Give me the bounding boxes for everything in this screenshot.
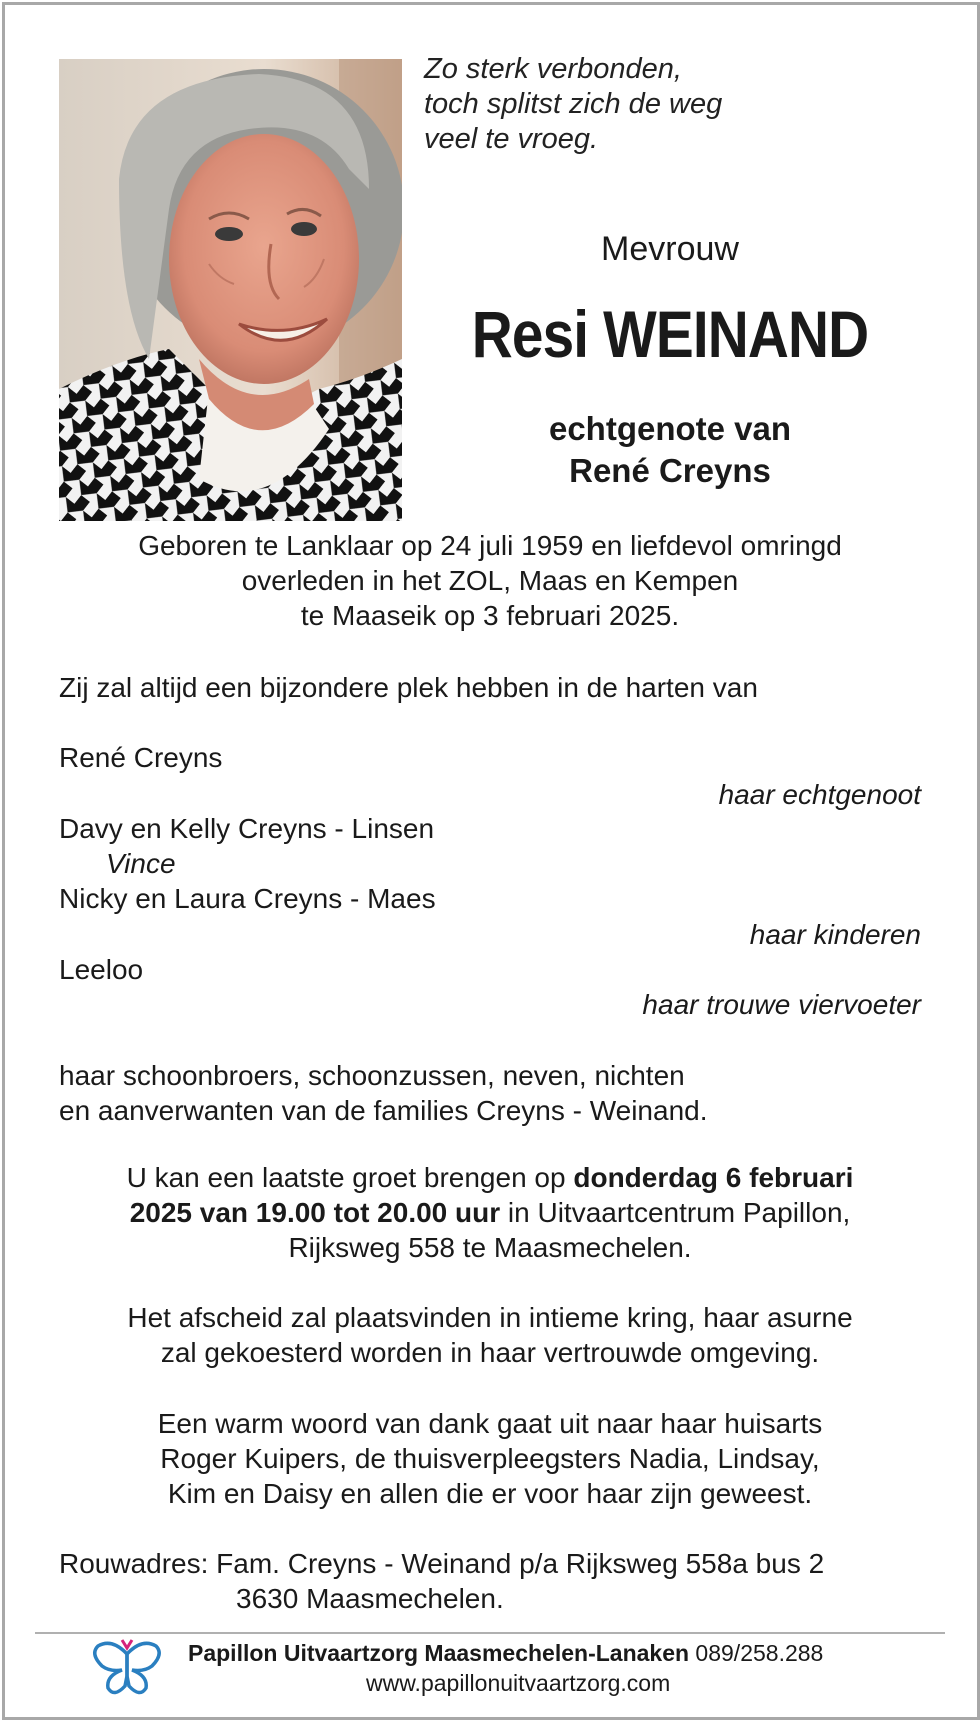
farewell-text (40, 1300, 940, 1370)
text-line: te Maaseik op 3 februari 2025. (300, 600, 680, 631)
portrait-photo (59, 59, 402, 521)
text-line (40, 1195, 940, 1230)
company-phone: 089/258.288 (689, 1640, 824, 1666)
visitation-text (40, 1160, 940, 1265)
thanks-text (40, 1406, 940, 1511)
poem-line: Zo sterk verbonden, (424, 53, 682, 85)
role-children: haar kinderen (749, 919, 921, 950)
text-line: haar schoonbroers, schoonzussen, neven, nichten (59, 1060, 685, 1091)
deceased-name: Resi WEINAND (471, 297, 869, 371)
footer-divider (35, 1632, 945, 1634)
honorific: Mevrouw (601, 230, 739, 268)
birth-death-text (40, 528, 940, 633)
address-line: Rouwadres: Fam. Creyns - Weinand p/a Rijksweg 558a bus 2 (59, 1548, 825, 1579)
text-line: Rijksweg 558 te Maasmechelen. (288, 1232, 692, 1263)
text-line: overleden in het ZOL, Maas en Kempen (241, 565, 739, 596)
family-pet: Leeloo (59, 954, 144, 985)
company-name: Papillon Uitvaartzorg Maasmechelen-Lanaken (188, 1640, 690, 1666)
poem-line: toch splitst zich de weg (424, 88, 723, 120)
family-grandchild: Vince (106, 848, 176, 879)
visitation-time: 2025 van 19.00 tot 20.00 uur (129, 1197, 501, 1228)
family-child: Davy en Kelly Creyns - Linsen (59, 813, 435, 844)
relatives-text (59, 1058, 708, 1128)
text-line: Een warm woord van dank gaat uit naar haar huisarts (157, 1408, 823, 1439)
text-span: in Uitvaartcentrum Papillon, (500, 1197, 851, 1228)
text-line: zal gekoesterd worden in haar vertrouwde omgeving. (160, 1337, 820, 1368)
role-spouse: haar echtgenoot (718, 779, 921, 810)
visitation-date: donderdag 6 februari (573, 1162, 854, 1193)
poem-line: veel te vroeg. (424, 123, 599, 155)
butterfly-icon (92, 1636, 162, 1700)
text-span: U kan een laatste groet brengen op (126, 1162, 574, 1193)
spouse-name: René Creyns (569, 452, 771, 489)
text-line: Roger Kuipers, de thuisverpleegsters Nadia, Lindsay, (160, 1443, 820, 1474)
role-pet: haar trouwe viervoeter (642, 989, 921, 1020)
text-line: Geboren te Lanklaar op 24 juli 1959 en liefdevol omringd (138, 530, 842, 561)
spouse-block (430, 408, 910, 492)
footer-company-line (188, 1638, 823, 1668)
text-line: Het afscheid zal plaatsvinden in intieme kring, haar asurne (127, 1302, 853, 1333)
address-city: 3630 Maasmechelen. (236, 1583, 504, 1614)
relation-label: echtgenote van (548, 410, 792, 447)
footer-website[interactable]: www.papillonuitvaartzorg.com (366, 1670, 671, 1696)
poem (424, 52, 722, 157)
text-line: en aanverwanten van de families Creyns - Weinand. (59, 1095, 708, 1126)
family-spouse: René Creyns (59, 742, 223, 773)
family-child: Nicky en Laura Creyns - Maes (59, 883, 436, 914)
text-line (40, 1160, 940, 1195)
text-line: Kim en Daisy en allen die er voor haar zijn geweest. (167, 1478, 813, 1509)
intro-text: Zij zal altijd een bijzondere plek hebben in de harten van (59, 672, 758, 703)
